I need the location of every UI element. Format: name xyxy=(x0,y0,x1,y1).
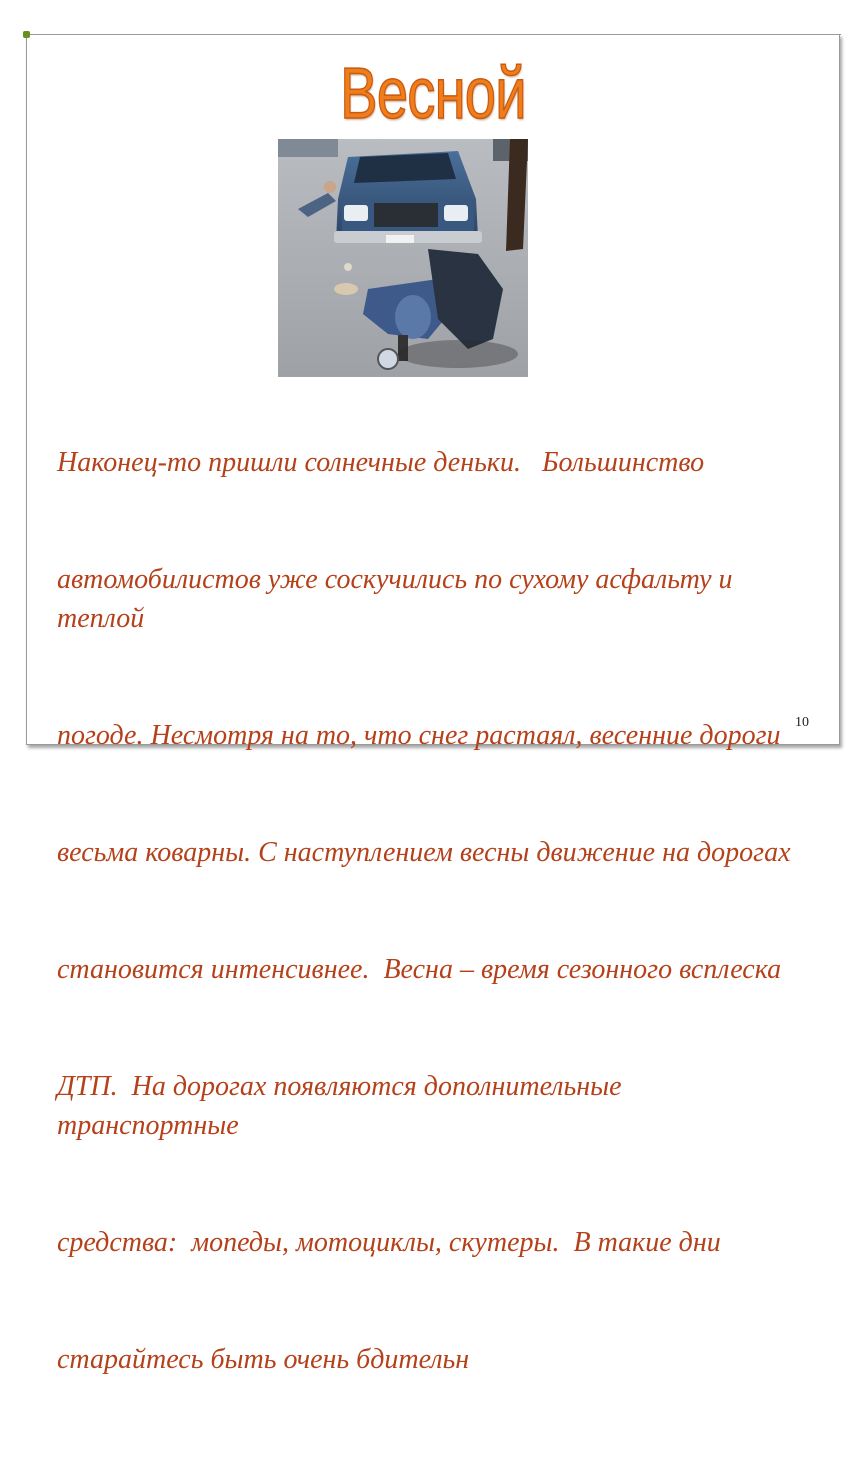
body-line: погоде. Несмотря на то, что снег растаял, весенние дороги xyxy=(57,720,781,751)
slide xyxy=(26,34,840,1375)
slide-corner-marker xyxy=(23,31,30,38)
body-line: автомобилистов уже соскучились по сухому асфальту и теплой xyxy=(57,564,740,634)
accident-photo xyxy=(278,139,528,377)
page-number: 10 xyxy=(795,715,809,730)
body-line: старайтесь быть очень бдительн xyxy=(57,1344,470,1375)
body-line: средства: мопеды, мотоциклы, скутеры. В такие дни xyxy=(57,1227,721,1258)
body-line: Наконец-то пришли солнечные деньки. Большинство xyxy=(57,447,705,478)
slide-title: Весной xyxy=(340,54,526,134)
body-line: весьма коварны. С наступлением весны движение на дорогах xyxy=(57,837,791,868)
slide-body-text xyxy=(57,365,817,1457)
body-line: становится интенсивнее. Весна – время сезонного всплеска xyxy=(57,954,782,985)
slide-corner-fold xyxy=(831,34,841,45)
body-line: ДТП. На дорогах появляются дополнительные транспортные xyxy=(57,1071,643,1141)
